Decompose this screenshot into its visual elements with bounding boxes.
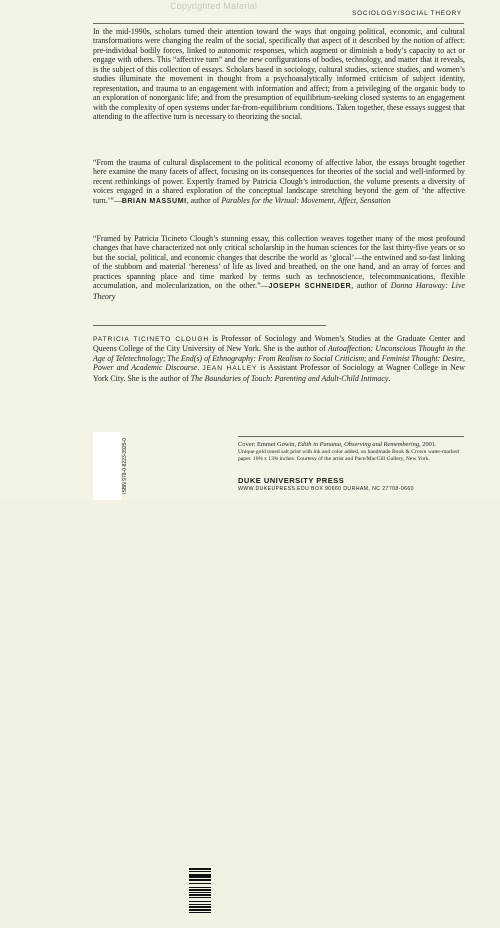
blurb-text: “From the trauma of cultural displacement to the political economy of affective labor, the essays brought together here examine the many facets of affect, focusing on its consequences for theories of the social and well-informed by recent rethinkings of power. Expertly framed by Patricia Clough’s introduction, the volume presents a diversity of voices engaged in a shared exploration of the conceptual landscape stretching beyond the gem of ‘the affective turn.’” — [93, 158, 465, 205]
bio-text: . — [388, 373, 391, 383]
cover-credit — [238, 441, 464, 464]
cover-credit-details: Unique gold toned salt print with ink and color added, on handmade Book & Crown water-marked paper. 10⅝ x 13⅜ inches. Courtesy of the artist and Pace/MacGill Gallery, New York. — [238, 449, 459, 463]
bio-text: is Professor of Sociology and Women’s Studies at the Graduate Center and Queens College of the City University of New York. She is the author of — [93, 334, 465, 354]
blurb-book-title: Parables for the Virtual: Movement, Affect, Sensation — [221, 195, 391, 205]
blurb-dash: — — [113, 195, 122, 205]
bio-book-title: Feminist Thought: Desire, Power and Academic Discourse — [93, 353, 465, 373]
blurb-text: “Framed by Patricia Ticineto Clough’s stunning essay, this collection weaves together many of the most profound changes that have characterized not only critical scholarship in the human sciences for the last thirty-five years or so but the social, political, and economic changes that describe the world as ‘glocal’—the entwined and so-fast linking of the stubborn and material ‘hereness’ of life as lived and breathed, on the one hand, and an array of forces and practices spanning place and time marked by terms such as technoscience, telecommunications, flexible accumulation, and molecularization, on the other.” — [93, 234, 465, 291]
description-paragraph: In the mid-1990s, scholars turned their attention toward the ways that ongoing political, economic, and cultural transformations were changing the realm of the social, specifically that aspect of it described by the notion of affect: pre-individual bodily forces, linked to autonomic responses, which augment or diminish a body’s capacity to act or engage with others. This “affective turn” and the new configurations of bodies, technology, and matter that it reveals, is the subject of this collection of essays. Scholars based in sociology, cultural studies, science studies, and women’s studies illuminate the movement in thought from a psychoanalytically informed criticism of subject identity, representation, and trauma to an engagement with information and affect; from a privileging of the organic body to an exploration of nonorganic life; and from the presumption of equilibrium-seeking closed systems to an engagement with the complexity of open systems under far-from-equilibrium conditions. Taken together, these essays suggest that attending to the affective turn is necessary to theorizing the social. — [93, 27, 465, 122]
blurb-book-title: Donna Haraway: Live Theory — [93, 281, 465, 301]
publisher-name: DUKE UNIVERSITY PRESS — [238, 476, 345, 485]
blurb-schneider — [93, 234, 465, 301]
bio-text: ; — [162, 353, 168, 363]
blurb-dash: — — [260, 281, 269, 291]
editor-name: JEAN HALLEY — [202, 365, 258, 373]
publisher-address: WWW.DUKEUPRESS.EDU BOX 90660 DURHAM, NC 27708-0660 — [238, 486, 414, 492]
editor-name: PATRICIA TICINETO CLOUGH — [93, 336, 210, 343]
bio-text: is Assistant Professor of Sociology at Wagner College in New York City. She is the author of — [93, 363, 465, 383]
barcode-bar — [189, 913, 211, 915]
editor-bio — [93, 334, 465, 383]
barcode-bars — [189, 868, 211, 928]
watermark: Copyrighted Material — [170, 1, 258, 11]
blurb-massumi — [93, 158, 465, 206]
cover-credit-lead: Cover: Emmet Gowin, — [238, 441, 298, 448]
middle-divider — [93, 325, 326, 326]
bio-text: ; and — [364, 353, 382, 363]
blurb-author: JOSEPH SCHNEIDER — [268, 283, 352, 291]
bottom-divider — [238, 436, 464, 437]
blurb-author-role: , author of — [351, 281, 391, 291]
bio-text: . — [197, 363, 203, 373]
cover-credit-year: , 2001. — [419, 441, 437, 448]
blurb-author: BRIAN MASSUMI — [121, 197, 187, 205]
barcode — [93, 432, 121, 500]
blurb-author-role: , author of — [186, 195, 222, 205]
cover-artwork-title: Edith in Panama, Observing and Remembering — [297, 441, 420, 448]
category-label: SOCIOLOGY/SOCIAL THEORY — [352, 10, 462, 17]
top-divider — [93, 23, 464, 24]
isbn-text: ISBN 978-0-8223-3925-0 — [122, 438, 128, 494]
bio-book-title: The Boundaries of Touch: Parenting and Adult-Child Intimacy — [190, 373, 389, 383]
bio-book-title: The End(s) of Ethnography: From Realism to Social Criticism — [167, 353, 365, 363]
bio-book-title: Autoaffection: Unconscious Thought in the Age of Teletechnology — [93, 344, 465, 363]
